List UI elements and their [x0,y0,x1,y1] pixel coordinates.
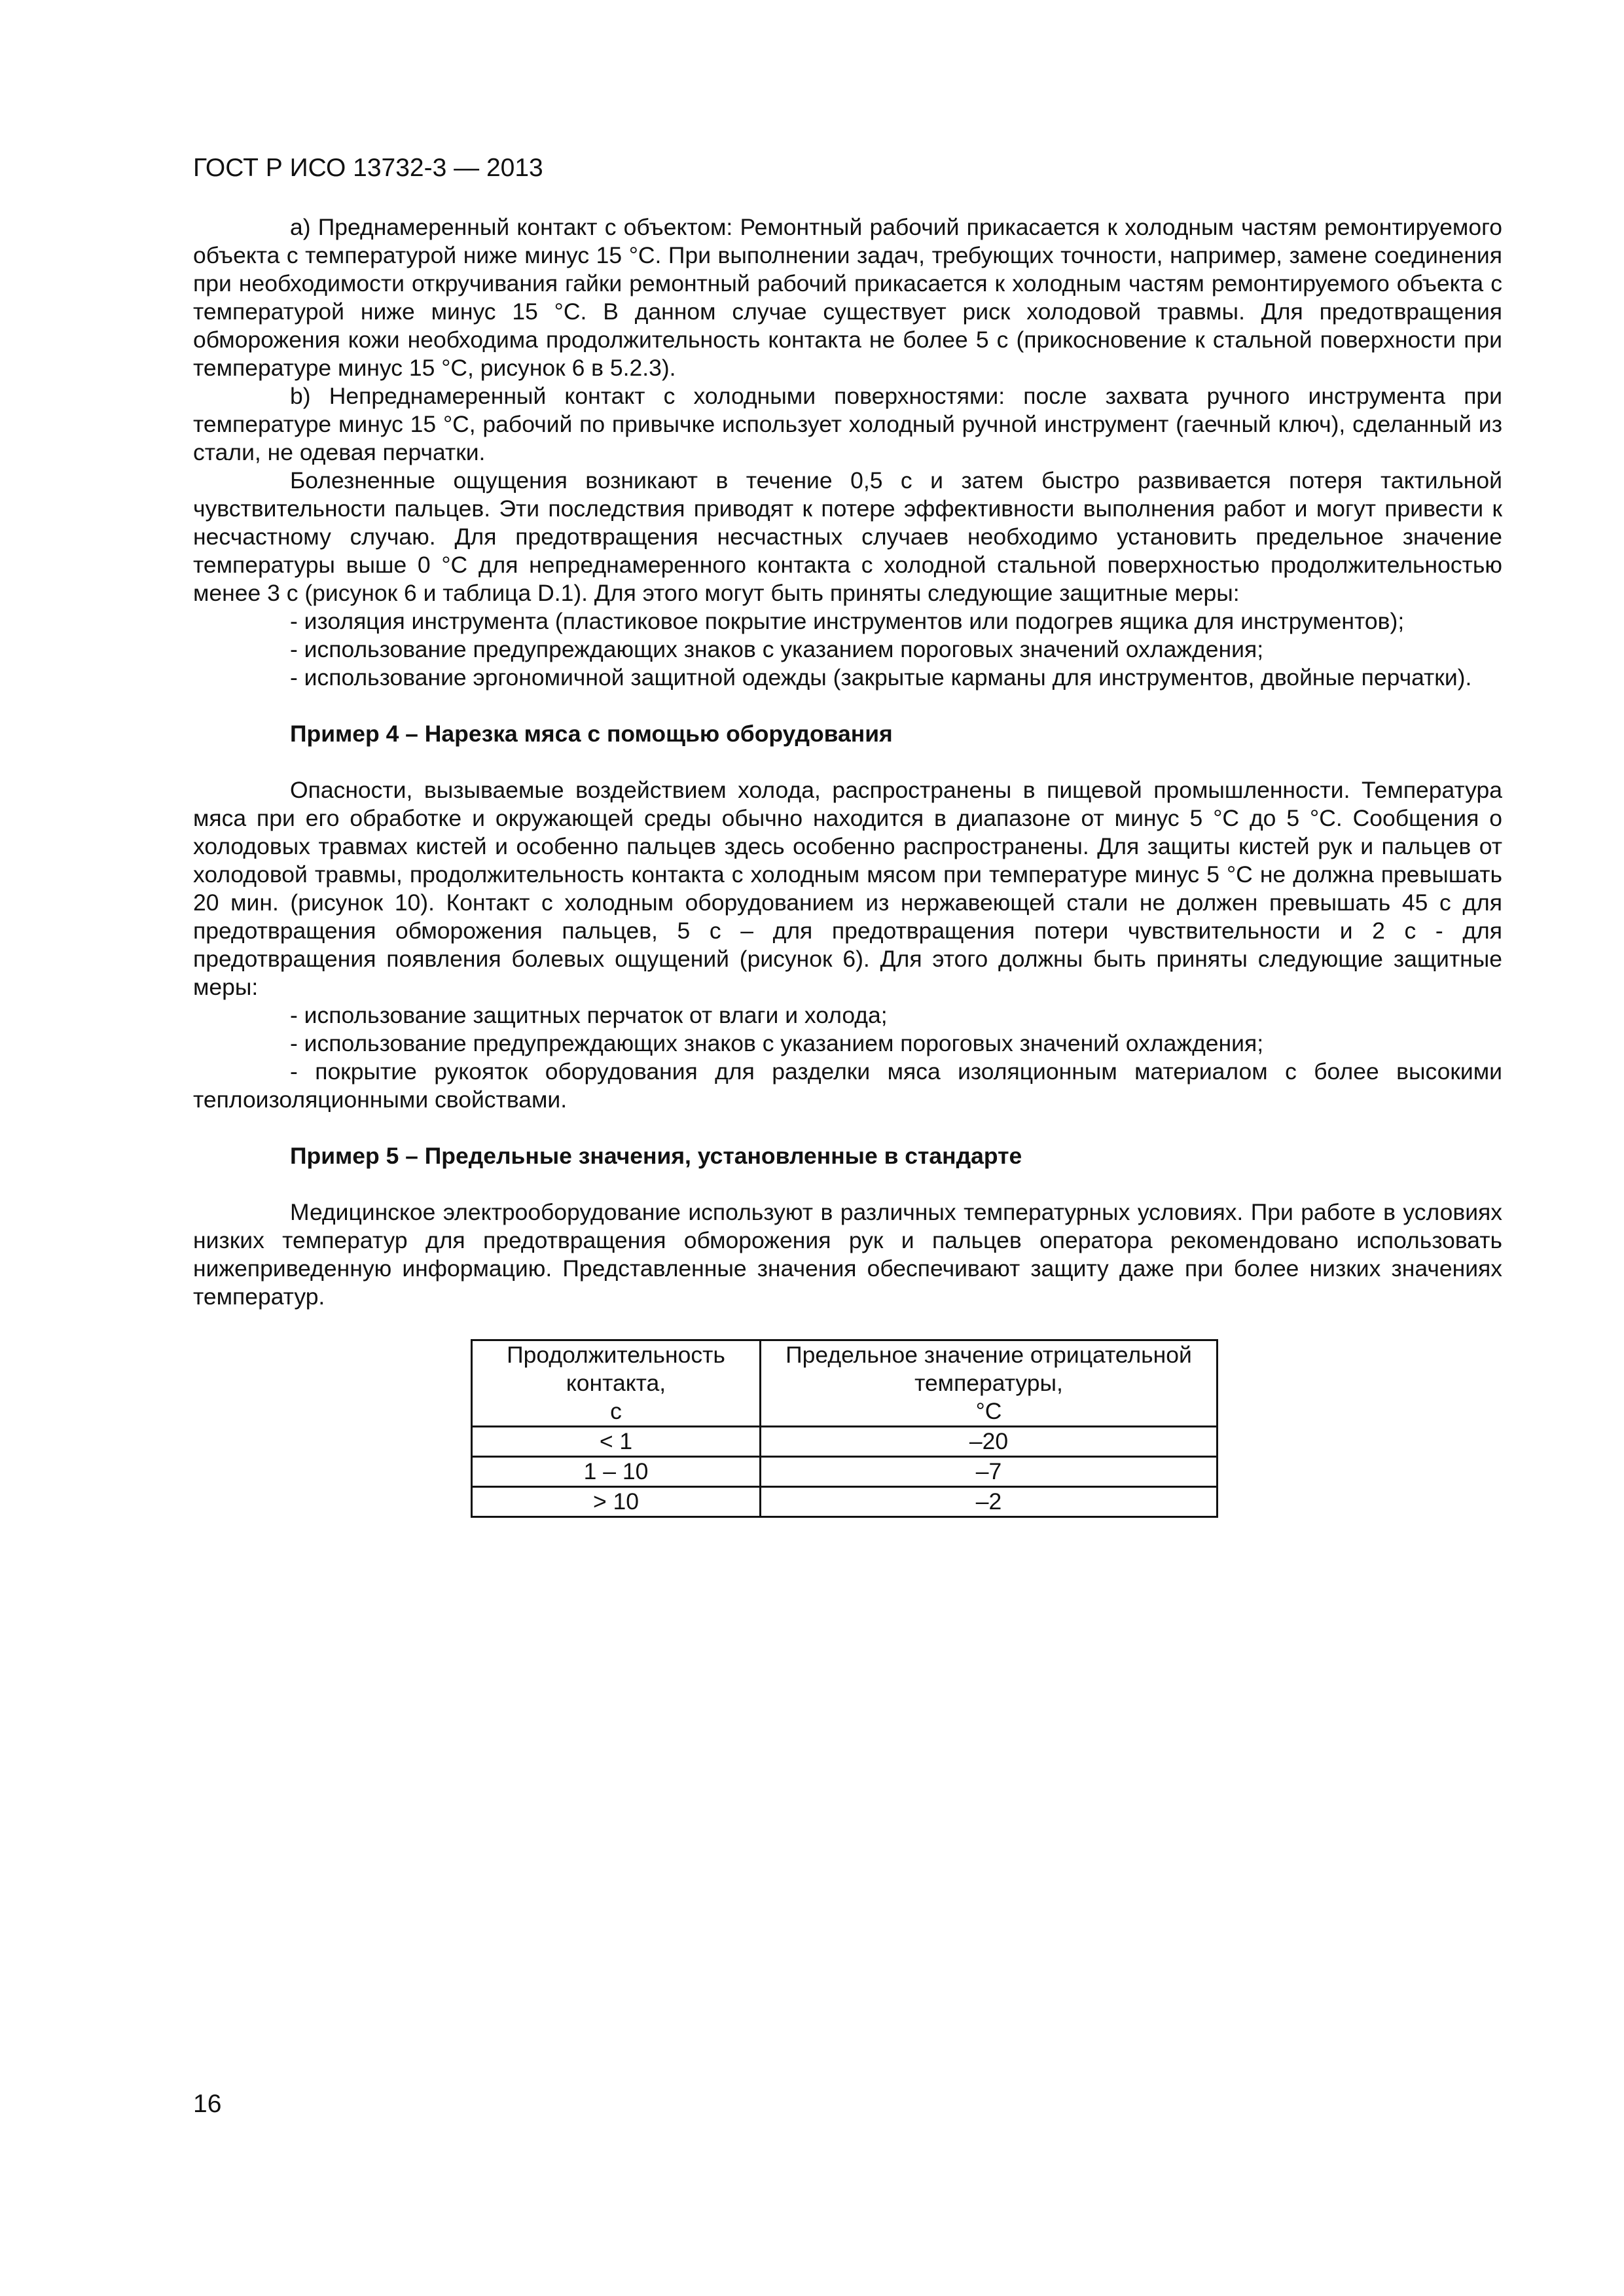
cell-limit: –7 [761,1457,1218,1487]
table-row [472,1487,1218,1517]
paragraph-a: а) Преднамеренный контакт с объектом: Ремонтный рабочий прикасается к холодным частям ремонтируемого объекта с температурой ниже минус 15 °С. При выполнении задач, требующих точности, например, замене соединения при необходимости откручивания гайки ремонтный рабочий прикасается к холодным частям ремонтируемого объекта с температурой ниже минус 15 °С. В данном случае существует риск холодовой травмы. Для предотвращения обморожения кожи необходима продолжительность контакта не более 5 с (прикосновение к стальной поверхности при температуре минус 15 °С, рисунок 6 в 5.2.3). [193,214,1502,381]
table-row [472,1427,1218,1457]
example-4-paragraph: Опасности, вызываемые воздействием холода, распространены в пищевой промышленности. Температура мяса при его обработке и окружающей среды обычно находится в диапазоне от минус 5 °С до 5 °С. Сообщения о холодовых травмах кистей и особенно пальцев здесь особенно распространены. Для защиты кистей рук и пальцев от холодовой травмы, продолжительность контакта с холодным мясом при температуре минус 5 °С не должна превышать 20 мин. (рисунок 10). Контакт с холодным оборудованием из нержавеющей стали не должен превышать 45 с для предотвращения обморожения пальцев, 5 с – для предотвращения потери чувствительности и 2 с - для предотвращения появления болевых ощущений (рисунок 6). Для этого должны быть приняты следующие защитные меры: [193,777,1502,1000]
header-line: температуры, [914,1370,1063,1396]
example-4-heading: Пример 4 – Нарезка мяса с помощью оборудования [290,721,893,747]
limits-table-wrapper [471,1339,1502,1518]
example-5-heading: Пример 5 – Предельные значения, установленные в стандарте [290,1143,1022,1169]
header-line: °С [975,1398,1002,1424]
paragraph-b: b) Непреднамеренный контакт с холодными поверхностями: после захвата ручного инструмента при температуре минус 15 °С, рабочий по привычке использует холодный ручной инструмент (гаечный ключ), сделанный из стали, не одевая перчатки. [193,383,1502,465]
limits-table [471,1339,1218,1518]
table-row [472,1457,1218,1487]
header-line: с [610,1398,622,1424]
header-line: контакта, [566,1370,666,1396]
document-header: ГОСТ Р ИСО 13732-3 — 2013 [193,154,543,182]
cell-limit: –2 [761,1487,1218,1517]
cell-duration: < 1 [472,1427,761,1457]
cell-duration: 1 – 10 [472,1457,761,1487]
list-item: - использование предупреждающих знаков с указанием пороговых значений охлаждения; [290,1030,1264,1056]
header-line: Предельное значение отрицательной [785,1342,1192,1368]
paragraph-pain: Болезненные ощущения возникают в течение 0,5 с и затем быстро развивается потеря тактильной чувствительности пальцев. Эти последствия приводят к потере эффективности выполнения работ и могут привести к несчастному случаю. Для предотвращения несчастных случаев необходимо установить предельное значение температуры выше 0 °С для непреднамеренного контакта с холодной стальной поверхностью продолжительностью менее 3 с (рисунок 6 и таблица D.1). Для этого могут быть приняты следующие защитные меры: [193,467,1502,606]
example-5-paragraph: Медицинское электрооборудование используют в различных температурных условиях. При работе в условиях низких температур для предотвращения обморожения рук и пальцев оператора рекомендовано использовать нижеприведенную информацию. Представленные значения обеспечивают защиту даже при более низких значениях температур. [193,1199,1502,1310]
document-body [193,213,1502,1518]
page-number: 16 [193,2090,222,2118]
cell-limit: –20 [761,1427,1218,1457]
cell-duration: > 10 [472,1487,761,1517]
list-item: - использование предупреждающих знаков с указанием пороговых значений охлаждения; [290,636,1264,662]
list-item: - изоляция инструмента (пластиковое покрытие инструментов или подогрев ящика для инструментов); [290,608,1405,634]
list-item: - использование эргономичной защитной одежды (закрытые карманы для инструментов, двойные перчатки). [290,664,1472,691]
table-header-row [472,1340,1218,1427]
header-limit [761,1340,1218,1427]
list-item: - покрытие рукояток оборудования для разделки мяса изоляционным материалом с более высокими теплоизоляционными свойствами. [193,1058,1502,1113]
header-line: Продолжительность [507,1342,725,1368]
list-item: - использование защитных перчаток от влаги и холода; [290,1002,888,1028]
header-duration [472,1340,761,1427]
